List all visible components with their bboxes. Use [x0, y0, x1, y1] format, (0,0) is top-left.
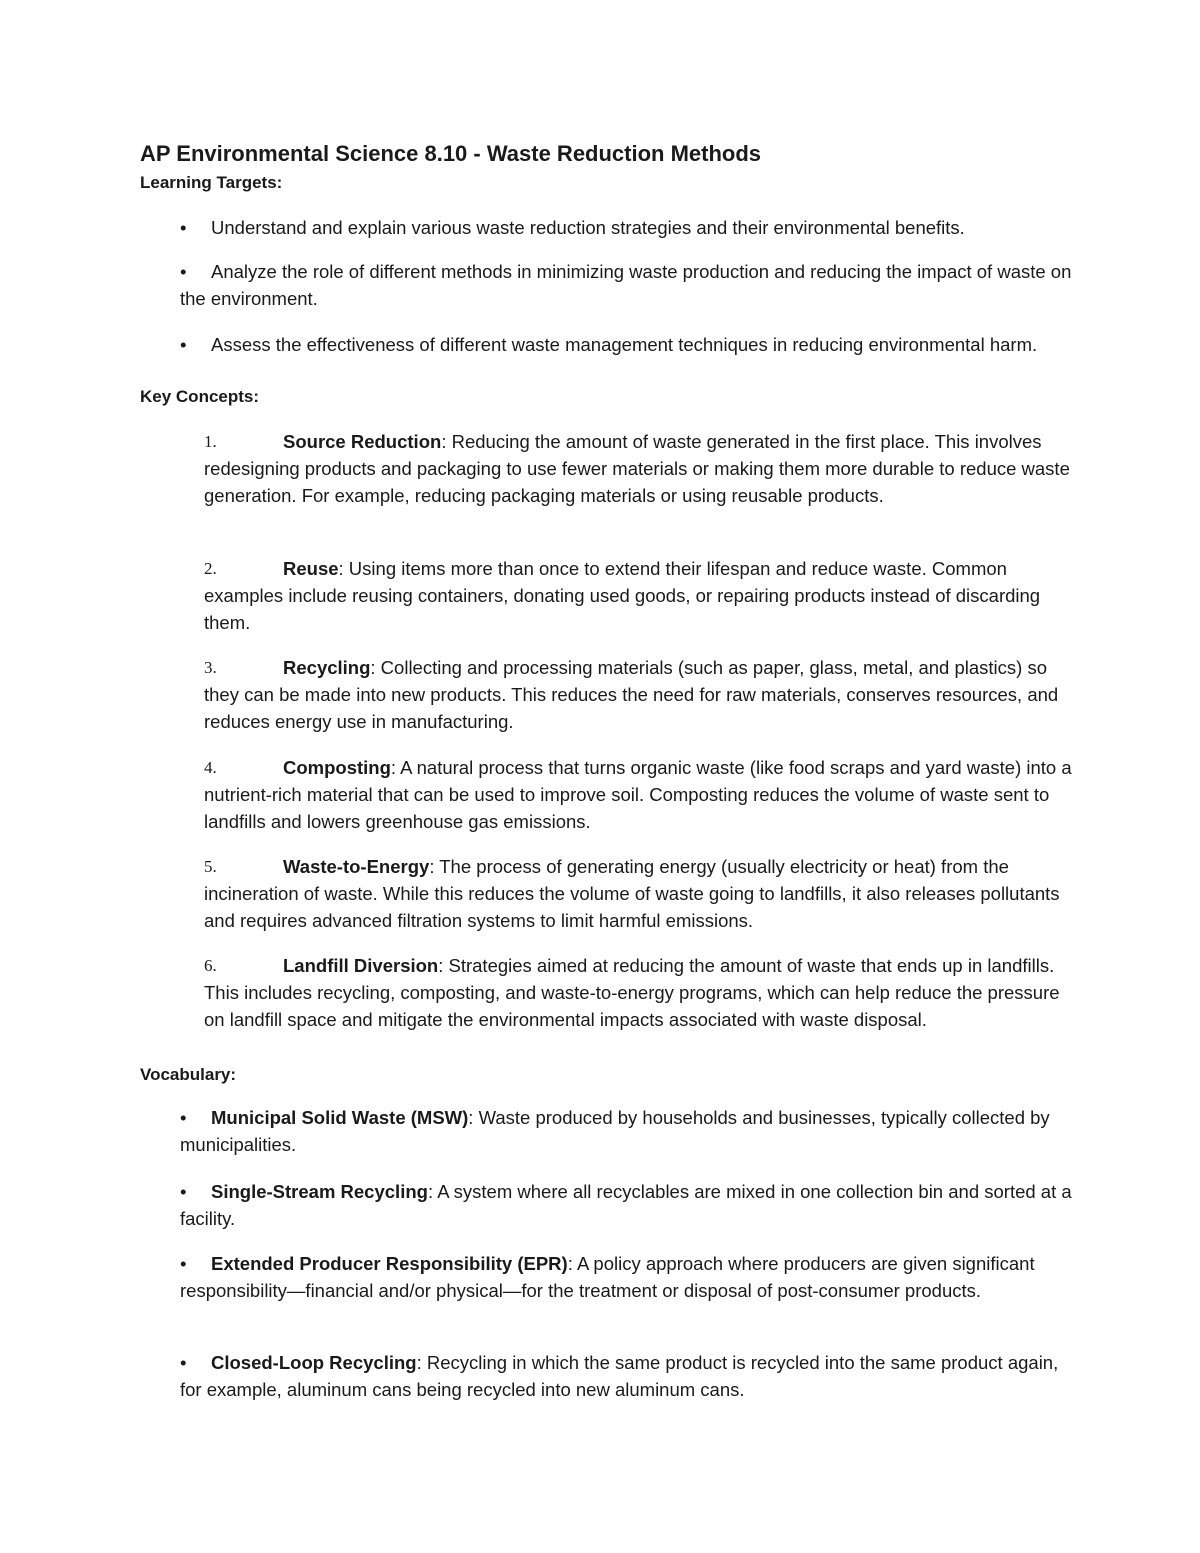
document-title: AP Environmental Science 8.10 - Waste Reduction Methods	[140, 141, 762, 166]
key-concept-definition: : A natural process that turns organic waste (like food scraps and yard waste) into a nutrient-rich material that can be used to improve soil. Composting reduces the volume of waste sent to landfills and lowers greenhouse gas emissions.	[204, 757, 1072, 832]
vocabulary-definition: : Recycling in which the same product is recycled into the same product again, for example, aluminum cans being recycled into new aluminum cans.	[180, 1352, 1059, 1400]
vocabulary-definition: : A policy approach where producers are given significant responsibility—financial and/or physical—for the treatment or disposal of post-consumer products.	[180, 1253, 1035, 1301]
key-concept-definition: : Reducing the amount of waste generated in the first place. This involves redesigning products and packaging to use fewer materials or making them more durable to reduce waste generation. For example, reducing packaging materials or using reusable products.	[204, 431, 1070, 506]
vocabulary-item	[180, 1178, 1080, 1232]
bullet-icon: •	[180, 1181, 187, 1202]
key-concept-definition: : Using items more than once to extend their lifespan and reduce waste. Common examples include reusing containers, donating used goods, or repairing products instead of discarding them.	[204, 558, 1041, 633]
learning-target-item	[180, 214, 1080, 241]
bullet-icon: •	[180, 1253, 187, 1274]
vocabulary-item	[180, 1349, 1080, 1403]
vocabulary-term: Extended Producer Responsibility (EPR)	[211, 1253, 568, 1274]
learning-target-text: Analyze the role of different methods in minimizing waste production and reducing the impact of waste on the environment.	[180, 261, 1072, 309]
vocabulary-term: Closed-Loop Recycling	[211, 1352, 417, 1373]
key-concept-definition: : The process of generating energy (usually electricity or heat) from the incineration of waste. While this reduces the volume of waste going to landfills, it also releases pollutants and requires advanced filtration systems to limit harmful emissions.	[204, 856, 1060, 931]
key-concept-term: Source Reduction	[283, 431, 442, 452]
bullet-icon: •	[180, 1107, 187, 1128]
vocabulary-heading: Vocabulary:	[140, 1065, 237, 1084]
learning-target-text: Understand and explain various waste reduction strategies and their environmental benefits.	[211, 217, 965, 238]
key-concept-item	[204, 428, 1074, 509]
key-concept-item	[204, 654, 1074, 735]
key-concept-definition: : Collecting and processing materials (such as paper, glass, metal, and plastics) so they can be made into new products. This reduces the need for raw materials, conserves resources, and reduces energy use in manufacturing.	[204, 657, 1059, 732]
vocabulary-item	[180, 1104, 1080, 1158]
vocabulary-item	[180, 1250, 1080, 1304]
key-concept-term: Landfill Diversion	[283, 955, 439, 976]
key-concept-number: 3.	[204, 658, 217, 677]
vocabulary-definition: : A system where all recyclables are mixed in one collection bin and sorted at a facility.	[180, 1181, 1072, 1229]
vocabulary-term: Single-Stream Recycling	[211, 1181, 428, 1202]
learning-target-item	[180, 258, 1080, 312]
bullet-icon: •	[180, 334, 187, 355]
key-concept-number: 6.	[204, 956, 217, 975]
key-concept-item	[204, 853, 1074, 934]
key-concept-item	[204, 555, 1074, 636]
key-concepts-heading: Key Concepts:	[140, 387, 260, 406]
key-concept-number: 2.	[204, 559, 217, 578]
key-concept-term: Recycling	[283, 657, 371, 678]
vocabulary-term: Municipal Solid Waste (MSW)	[211, 1107, 469, 1128]
learning-target-item	[180, 331, 1080, 358]
key-concept-term: Composting	[283, 757, 391, 778]
bullet-icon: •	[180, 217, 187, 238]
key-concept-number: 1.	[204, 432, 217, 451]
key-concept-number: 4.	[204, 758, 217, 777]
bullet-icon: •	[180, 1352, 187, 1373]
bullet-icon: •	[180, 261, 187, 282]
key-concept-item	[204, 952, 1074, 1033]
key-concept-term: Reuse	[283, 558, 339, 579]
vocabulary-definition: : Waste produced by households and businesses, typically collected by municipalities.	[180, 1107, 1050, 1155]
learning-targets-heading: Learning Targets:	[140, 173, 283, 192]
key-concept-number: 5.	[204, 857, 217, 876]
key-concept-item	[204, 754, 1074, 835]
key-concept-term: Waste-to-Energy	[283, 856, 430, 877]
key-concept-definition: : Strategies aimed at reducing the amount of waste that ends up in landfills. This includes recycling, composting, and waste-to-energy programs, which can help reduce the pressure on landfill space and mitigate the environmental impacts associated with waste disposal.	[204, 955, 1060, 1030]
learning-target-text: Assess the effectiveness of different waste management techniques in reducing environmental harm.	[211, 334, 1038, 355]
